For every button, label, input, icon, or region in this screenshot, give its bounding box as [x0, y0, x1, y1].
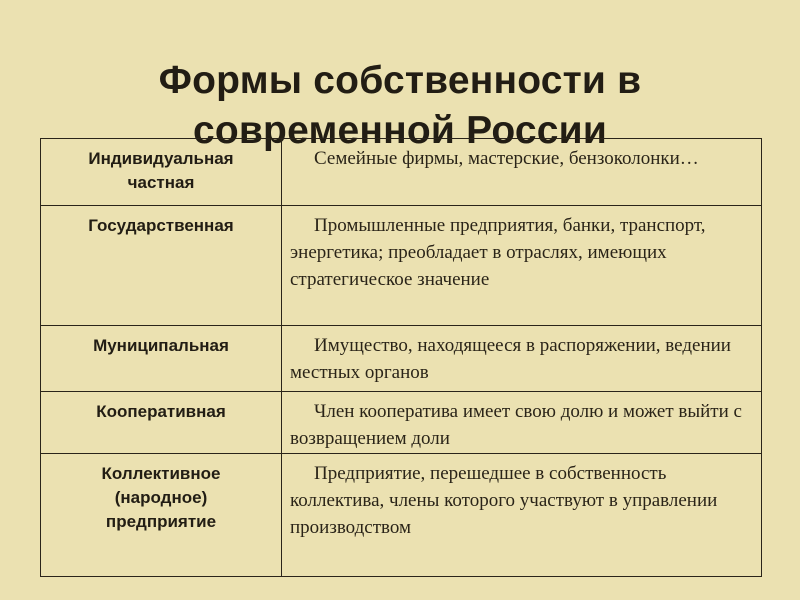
ownership-forms-table — [40, 138, 762, 576]
ownership-type-cell — [41, 454, 282, 577]
table-row — [41, 139, 762, 206]
ownership-description-text: Семейные фирмы, мастерские, бензоколонки… — [314, 148, 699, 169]
page-title-line-1: Формы собственности в — [158, 59, 642, 103]
ownership-description-text: Предприятие, перешедшее в собственность коллектива, члены которого участвуют в управлении производством — [290, 463, 718, 538]
ownership-description-text: Член кооператива имеет свою долю и может выйти с возвращением доли — [290, 401, 742, 449]
ownership-description-text: Имущество, находящееся в распоряжении, ведении местных органов — [290, 335, 731, 383]
table-row — [41, 326, 762, 392]
ownership-type-label: Муниципальная — [93, 336, 229, 355]
ownership-description-cell — [282, 454, 762, 577]
ownership-description-cell — [282, 206, 762, 326]
page-title-line-2: современной России — [192, 109, 608, 153]
ownership-table — [40, 138, 762, 577]
table-row — [41, 392, 762, 454]
ownership-type-label: Государственная — [88, 216, 234, 235]
ownership-type-label: Индивидуальная частная — [88, 149, 234, 192]
ownership-type-label: Коллективное (народное) предприятие — [101, 464, 221, 531]
ownership-description-cell — [282, 392, 762, 454]
ownership-description-text: Промышленные предприятия, банки, транспорт, энергетика; преобладает в отраслях, имеющих стратегическое значение — [290, 215, 706, 290]
table-row — [41, 454, 762, 577]
ownership-description-cell — [282, 326, 762, 392]
ownership-description-cell — [282, 139, 762, 206]
ownership-type-cell — [41, 206, 282, 326]
ownership-type-cell — [41, 392, 282, 454]
ownership-type-label: Кооперативная — [96, 402, 226, 421]
ownership-type-cell — [41, 326, 282, 392]
table-row — [41, 206, 762, 326]
ownership-type-cell — [41, 139, 282, 206]
